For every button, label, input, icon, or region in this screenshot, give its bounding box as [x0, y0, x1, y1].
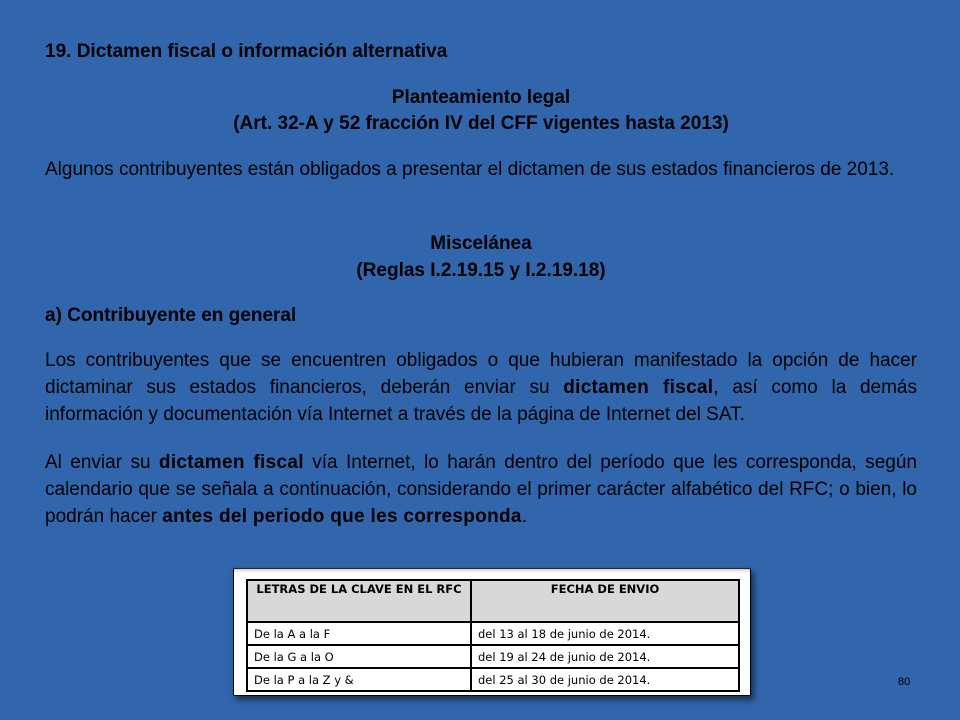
- paragraph-3-highlight-2: antes del periodo que les corresponda: [162, 506, 522, 527]
- table-cell-date: del 19 al 24 de junio de 2014.: [471, 645, 739, 668]
- miscelanea-subheading: (Reglas I.2.19.15 y I.2.19.18): [356, 260, 606, 281]
- table-cell-letters: De la G a la O: [247, 645, 471, 668]
- section-title: 19. Dictamen fiscal o información alternativa: [45, 41, 448, 62]
- paragraph-2-text: Los contribuyentes que se encuentren obligados o que hubieran manifestado la opción de hacer dictaminar sus estados financieros, deberán enviar su: [45, 350, 917, 398]
- subsection-a-title: a) Contribuyente en general: [45, 305, 297, 326]
- paragraph-2-text-end: , así como la demás información y documentación vía Internet a través de la página de Internet del SAT.: [45, 377, 917, 425]
- paragraph-3: [45, 449, 917, 530]
- table-cell-letters: De la A a la F: [247, 622, 471, 645]
- legal-subheading: (Art. 32-A y 52 fracción IV del CFF vigentes hasta 2013): [233, 113, 729, 134]
- paragraph-3-text-middle: vía Internet, lo harán dentro del período que les corresponda, según calendario que se señala a continuación, considerando el primer carácter alfabético del RFC; o bien, lo podrán hacer: [45, 452, 918, 527]
- table-row: [247, 645, 739, 668]
- paragraph-3-highlight-1: dictamen fiscal: [158, 452, 304, 473]
- calendar-table-image: [233, 568, 751, 696]
- paragraph-2: [45, 347, 917, 428]
- legal-heading: Planteamiento legal: [391, 87, 571, 108]
- table-cell-letters: De la P a la Z y &: [247, 668, 471, 691]
- table-cell-date: del 13 al 18 de junio de 2014.: [471, 622, 739, 645]
- paragraph-3-text: Al enviar su: [45, 452, 159, 473]
- table-header-letters: LETRAS DE LA CLAVE EN EL RFC: [247, 580, 471, 622]
- page-number: 80: [898, 676, 911, 688]
- table-row: [247, 622, 739, 645]
- table-header-date: FECHA DE ENVIO: [471, 580, 739, 622]
- paragraph-2-highlight: dictamen fiscal: [563, 377, 714, 398]
- table-cell-date: del 25 al 30 de junio de 2014.: [471, 668, 739, 691]
- calendar-table: [246, 579, 740, 692]
- table-row: [247, 668, 739, 691]
- miscelanea-heading: Miscelánea: [430, 233, 532, 254]
- paragraph-3-text-end: .: [521, 506, 528, 527]
- paragraph-1: Algunos contribuyentes están obligados a presentar el dictamen de sus estados financieros de 2013.: [45, 159, 895, 180]
- cropped-edge: [234, 567, 750, 573]
- table-header-row: [247, 580, 739, 622]
